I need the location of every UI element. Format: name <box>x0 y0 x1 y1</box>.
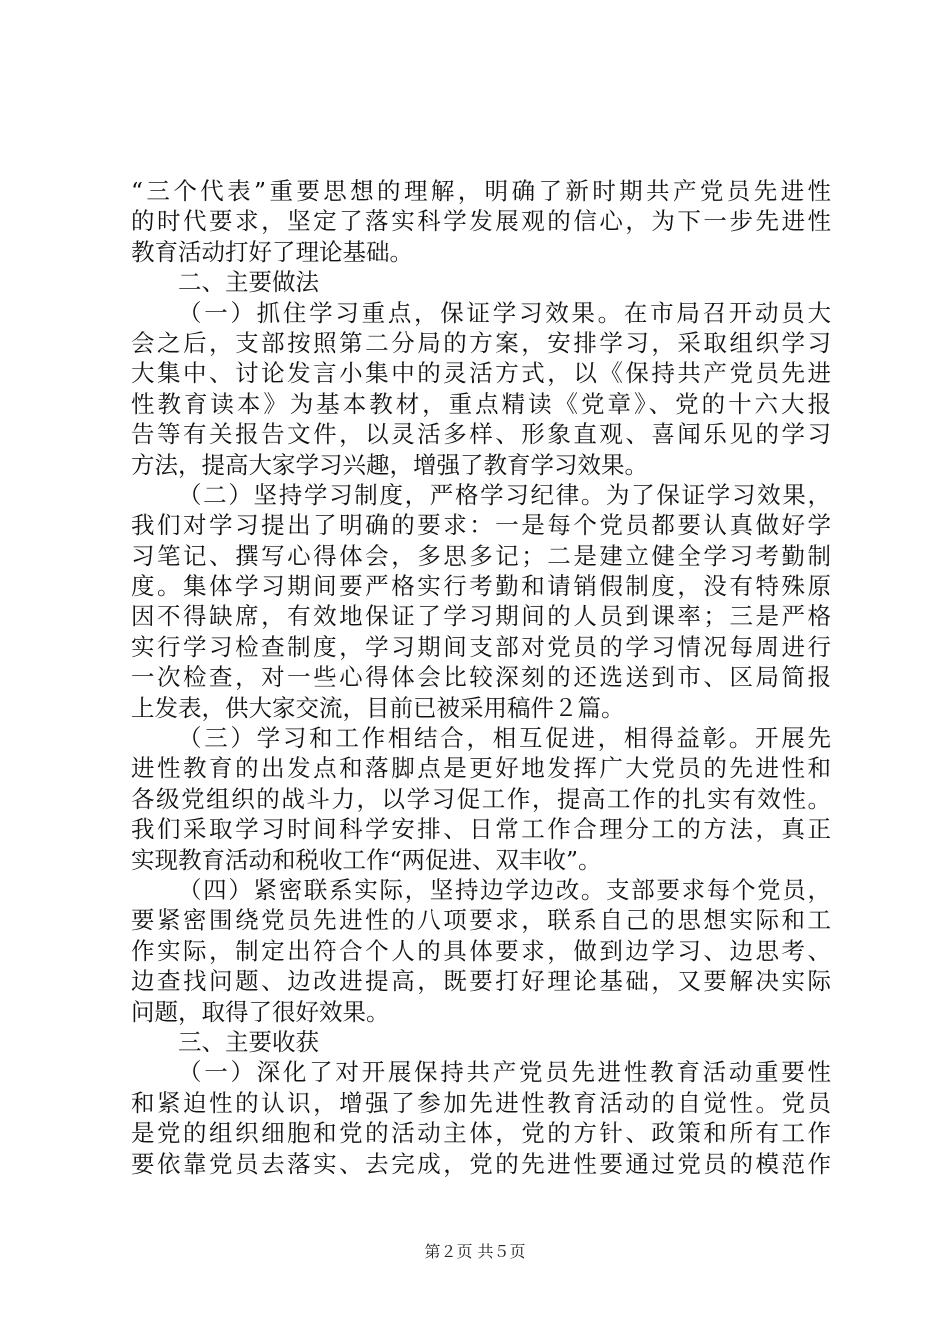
text-line: （三）学习和工作相结合，相互促进，相得益彰。开展先 <box>178 724 831 753</box>
text-line: 实行学习检查制度，学习期间支部对党员的学习情况每周进行 <box>131 632 831 661</box>
text-line: 要紧密围绕党员先进性的八项要求，联系自己的思想实际和工 <box>131 906 831 935</box>
text-line: 边查找问题、边改进提高，既要打好理论基础，又要解决实际 <box>131 967 831 996</box>
text-line: 性教育读本》为基本教材，重点精读《党章》、党的十六大报 <box>131 389 831 418</box>
document-body <box>131 176 831 1179</box>
text-line: 习笔记、撰写心得体会，多思多记；二是建立健全学习考勤制 <box>131 541 831 570</box>
text-line: 进性教育的出发点和落脚点是更好地发挥广大党员的先进性和 <box>131 754 831 783</box>
page-footer: 第２页 共５页 <box>424 1242 526 1261</box>
text-line: 因不得缺席，有效地保证了学习期间的人员到课率；三是严格 <box>131 602 831 631</box>
text-line: 实现教育活动和税收工作“两促进、双丰收”。 <box>131 845 602 874</box>
text-line: 我们对学习提出了明确的要求：一是每个党员都要认真做好学 <box>131 511 831 540</box>
text-line: 要依靠党员去落实、去完成，党的先进性要通过党员的模范作 <box>131 1149 831 1178</box>
text-line: 我们采取学习时间科学安排、日常工作合理分工的方法，真正 <box>131 815 831 844</box>
text-line: 问题，取得了很好效果。 <box>131 997 390 1026</box>
text-line: （四）紧密联系实际，坚持边学边改。支部要求每个党员， <box>178 875 831 904</box>
text-line: 度。集体学习期间要严格实行考勤和请销假制度，没有特殊原 <box>131 572 831 601</box>
text-line: （一）深化了对开展保持共产党员先进性教育活动重要性 <box>178 1058 831 1087</box>
section-heading: 三、主要收获 <box>178 1027 319 1056</box>
text-line: 一次检查，对一些心得体会比较深刻的还选送到市、区局简报 <box>131 663 831 692</box>
text-line: 的时代要求，坚定了落实科学发展观的信心，为下一步先进性 <box>131 207 831 236</box>
text-line: 教育活动打好了理论基础。 <box>131 237 413 266</box>
text-line: “三个代表”重要思想的理解，明确了新时期共产党员先进性 <box>131 177 831 205</box>
text-line: 大集中、讨论发言小集中的灵活方式，以《保持共产党员先进 <box>131 359 831 388</box>
section-heading: 二、主要做法 <box>178 268 319 297</box>
text-line: 是党的组织细胞和党的活动主体，党的方针、政策和所有工作 <box>131 1119 831 1148</box>
text-line: 方法，提高大家学习兴趣，增强了教育学习效果。 <box>131 450 648 479</box>
text-line: 和紧迫性的认识，增强了参加先进性教育活动的自觉性。党员 <box>131 1088 831 1117</box>
text-line: 上发表，供大家交流，目前已被采用稿件２篇。 <box>131 693 625 722</box>
text-line: 作实际，制定出符合个人的具体要求，做到边学习、边思考、 <box>131 936 831 965</box>
text-line: 会之后，支部按照第二分局的方案，安排学习，采取组织学习 <box>131 328 831 357</box>
text-line: （一）抓住学习重点，保证学习效果。在市局召开动员大 <box>178 298 831 327</box>
text-line: 告等有关报告文件，以灵活多样、形象直观、喜闻乐见的学习 <box>131 420 831 449</box>
text-line: （二）坚持学习制度，严格学习纪律。为了保证学习效果， <box>178 480 831 509</box>
text-line: 各级党组织的战斗力，以学习促工作，提高工作的扎实有效性。 <box>131 784 831 813</box>
